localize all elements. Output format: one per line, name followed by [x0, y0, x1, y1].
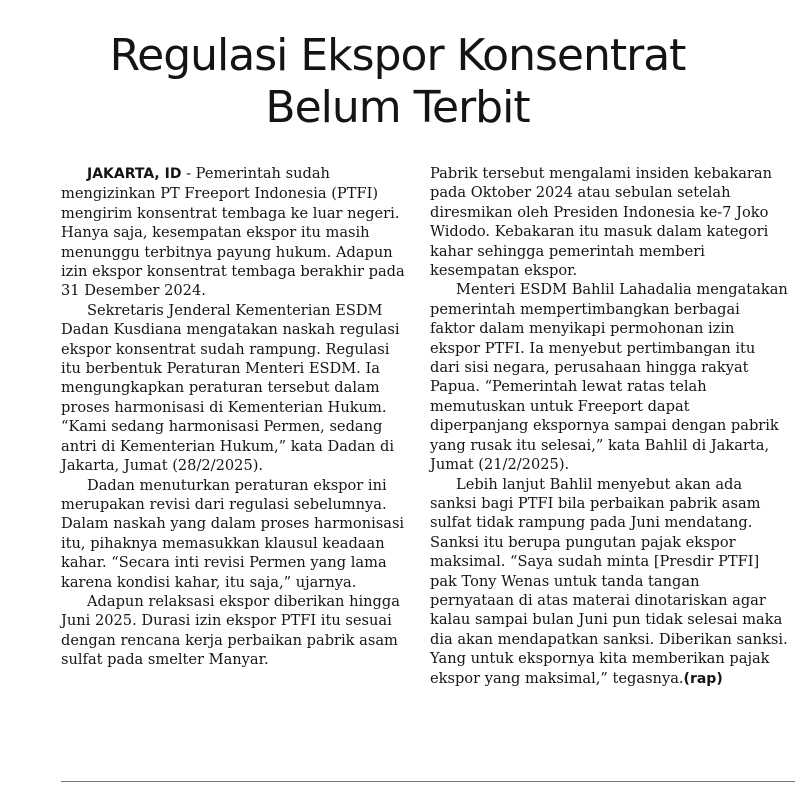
article-column-left: [61, 164, 413, 670]
paragraph-7-text: Lebih lanjut Bahlil menyebut akan ada sanksi bagi PTFI bila perbaikan pabrik asam sulfat tidak rampung pada Juni mendatang. Sanksi itu berupa pungutan pajak ekspor maksimal. “Saya sudah minta [Presdir PTFI] pak Tony Wenas untuk tanda tangan pernyataan di atas materai dinotariskan agar kalau sampai bulan Juni pun tidak selesai maka dia akan mendapatkan sanksi. Diberikan sanksi. Yang untuk ekspornya kita memberikan pajak ekspor yang maksimal,” tegasnya.: [430, 475, 788, 687]
bottom-rule: [61, 781, 795, 782]
paragraph-1: [61, 164, 413, 301]
author-signoff: (rap): [683, 670, 723, 687]
paragraph-2: Sekretaris Jenderal Kementerian ESDM Dadan Kusdiana mengatakan naskah regulasi ekspor konsentrat sudah rampung. Regulasi itu berbentuk Peraturan Menteri ESDM. Ia mengungkapkan peraturan tersebut dalam proses harmonisasi di Kementerian Hukum. “Kami sedang harmonisasi Permen, sedang antri di Kementerian Hukum,” kata Dadan di Jakarta, Jumat (28/2/2025).: [61, 301, 400, 475]
headline-line-2: Belum Terbit: [265, 82, 530, 133]
headline: [0, 30, 795, 134]
paragraph-5: Pabrik tersebut mengalami insiden kebakaran pada Oktober 2024 atau sebulan setelah diresmikan oleh Presiden Indonesia ke-7 Joko Widodo. Kebakaran itu masuk dalam kategori kahar sehingga pemerintah memberi kesempatan ekspor.: [430, 165, 772, 280]
paragraph-4: Adapun relaksasi ekspor diberikan hingga Juni 2025. Durasi izin ekspor PTFI itu sesuai dengan rencana kerja perbaikan pabrik asam sulfat pada smelter Manyar.: [61, 592, 400, 669]
article-column-right: [430, 164, 788, 689]
paragraph-6: Menteri ESDM Bahlil Lahadalia mengatakan pemerintah mempertimbangkan berbagai faktor dalam menyikapi permohonan izin ekspor PTFI. Ia menyebut pertimbangan itu dari sisi negara, perusahaan hingga rakyat Papua. “Pemerintah lewat ratas telah memutuskan untuk Freeport dapat diperpanjang ekspornya sampai dengan pabrik yang rusak itu selesai,” kata Bahlil di Jakarta, Jumat (21/2/2025).: [430, 281, 788, 474]
headline-line-1: Regulasi Ekspor Konsentrat: [109, 30, 686, 81]
paragraph-3: Dadan menuturkan peraturan ekspor ini merupakan revisi dari regulasi sebelumnya. Dalam naskah yang dalam proses harmonisasi itu, pihaknya memasukkan klausul keadaan kahar. “Secara inti revisi Permen yang lama karena kondisi kahar, itu saja,” ujarnya.: [61, 476, 405, 591]
paragraph-7: [430, 475, 788, 689]
paragraph-1-text: - Pemerintah sudah mengizinkan PT Freeport Indonesia (PTFI) mengirim konsentrat tembaga ke luar negeri. Hanya saja, kesempatan ekspor itu masih menunggu terbitnya payung hukum. Adapun izin ekspor konsentrat tembaga berakhir pada 31 Desember 2024.: [61, 165, 405, 300]
dateline: JAKARTA, ID: [87, 166, 182, 182]
